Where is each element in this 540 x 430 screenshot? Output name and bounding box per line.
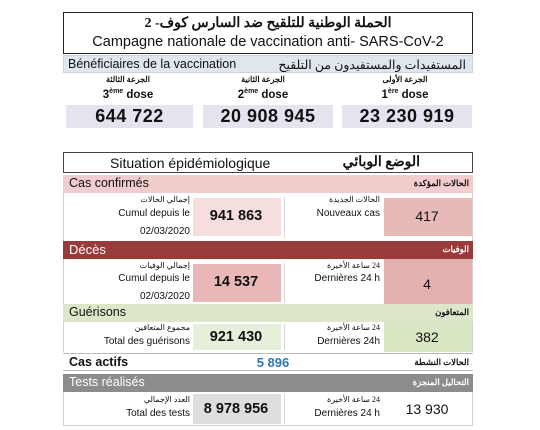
deaths-total-label-fr: Cumul depuis le <box>118 273 190 284</box>
recovered-new-label-fr: Dernières 24h <box>317 336 380 347</box>
confirmed-label-fr: Cas confirmés <box>69 176 149 190</box>
tests-label-ar: التحاليل المنجزة <box>412 377 469 387</box>
title-french: Campagne nationale de vaccination anti- SARS-CoV-2 <box>92 34 444 50</box>
deaths-new-label-fr: Dernières 24 h <box>314 273 380 284</box>
beneficiaries-label-fr: Bénéficiaires de la vaccination <box>68 57 237 71</box>
active-label-fr: Cas actifs <box>69 355 129 369</box>
confirmed-label-ar: الحالات المؤكدة <box>413 178 469 188</box>
dose3-label-ar: الجرعة الثالثة <box>106 75 150 84</box>
deaths-new-value: 4 <box>423 276 431 292</box>
confirmed-total-label-ar: إجمالي الحالات <box>140 195 190 204</box>
deaths-total-value: 14 537 <box>213 274 259 290</box>
recovered-new-value: 382 <box>415 329 439 345</box>
dose2-label-ar: الجرعة الثانية <box>241 75 285 84</box>
situation-label-fr: Situation épidémiologique <box>110 155 271 171</box>
active-value: 5 896 <box>256 355 290 370</box>
tests-new-label-ar: 24 ساعة الأخيرة <box>327 395 380 404</box>
deaths-header <box>63 241 473 259</box>
confirmed-total-value: 941 863 <box>209 208 263 224</box>
tests-new-value: 13 930 <box>405 401 449 417</box>
dose1-value: 23 230 919 <box>342 105 472 128</box>
title-arabic: الحملة الوطنية للتلقيح ضد السارس كوف- 2 <box>144 16 392 31</box>
tests-total-label-ar: العدد الإجمالي <box>143 395 190 404</box>
active-row <box>63 353 473 371</box>
beneficiaries-label-ar: المستفيدات والمستفيدون من التلقيح <box>278 58 466 72</box>
deaths-total-date: 02/03/2020 <box>139 291 190 302</box>
tests-total-label-fr: Total des tests <box>126 408 190 419</box>
deaths-label-ar: الوفيات <box>442 244 469 254</box>
situation-label-ar: الوضع الوبائي <box>342 155 420 170</box>
dose2-value: 20 908 945 <box>203 105 333 128</box>
confirmed-new-label-ar: الحالات الجديدة <box>329 195 380 204</box>
tests-new-label-fr: Dernières 24 h <box>314 408 380 419</box>
confirmed-total-label-fr: Cumul depuis le <box>118 208 190 219</box>
recovered-total-label-fr: Total des guérisons <box>103 336 190 347</box>
dose1-label-fr: 1ère dose <box>381 88 429 101</box>
confirmed-header <box>63 175 473 193</box>
dose2-label-fr: 2ème dose <box>237 88 289 101</box>
title-box <box>63 12 473 54</box>
recovered-header <box>63 304 473 322</box>
situation-header <box>63 152 473 173</box>
recovered-label-ar: المتعافون <box>435 307 469 317</box>
tests-label-fr: Tests réalisés <box>69 375 145 389</box>
active-label-ar: الحالات النشطة <box>414 357 469 367</box>
beneficiaries-header <box>63 55 473 73</box>
dose3-value: 644 722 <box>66 105 193 128</box>
deaths-label-fr: Décès <box>69 242 106 257</box>
recovered-label-fr: Guérisons <box>69 305 126 319</box>
confirmed-new-value: 417 <box>415 208 439 224</box>
dose3-label-fr: 3ème dose <box>102 88 154 101</box>
confirmed-total-date: 02/03/2020 <box>139 226 190 237</box>
recovered-total-value: 921 430 <box>209 329 263 345</box>
dose1-label-ar: الجرعة الأولى <box>382 75 428 84</box>
recovered-new-label-ar: 24 ساعة الأخيرة <box>327 323 380 332</box>
tests-total-value: 8 978 956 <box>203 401 269 417</box>
confirmed-new-label-fr: Nouveaux cas <box>316 208 380 219</box>
tests-header <box>63 374 473 392</box>
recovered-total-label-ar: مجموع المتعافين <box>134 323 190 332</box>
deaths-new-label-ar: 24 ساعة الأخيرة <box>327 261 380 270</box>
deaths-total-label-ar: إجمالي الوفيات <box>139 261 190 270</box>
